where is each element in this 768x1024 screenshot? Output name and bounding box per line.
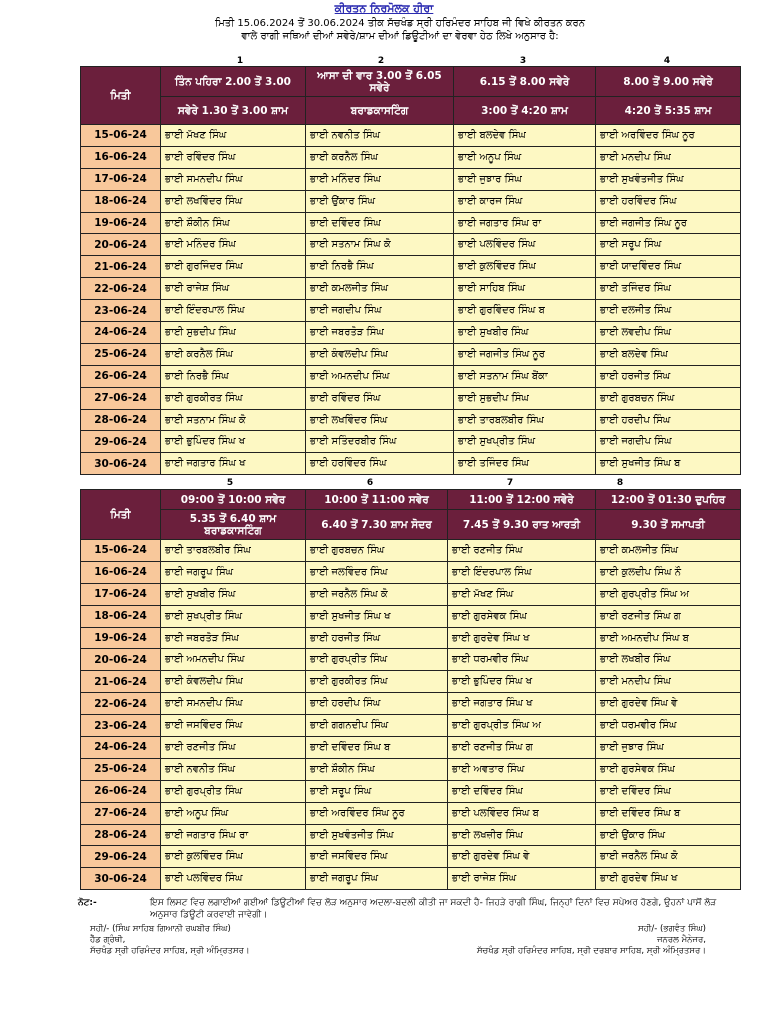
date-cell: 24-06-24 [81, 322, 161, 344]
name-cell: ਭਾਈ ਗੁਰਪ੍ਰੀਤ ਸਿੰਘ [161, 780, 306, 802]
date-cell: 21-06-24 [81, 256, 161, 278]
signature-left-line: ਹੈੱਡ ਗ੍ਰੰਥੀ, [90, 935, 126, 945]
date-cell: 15-06-24 [81, 125, 161, 147]
name-cell: ਭਾਈ ਗੁਰਸੇਵਕ ਸਿੰਘ [596, 758, 741, 780]
name-cell: ਭਾਈ ਅਰਵਿੰਦਰ ਸਿੰਘ ਨੂਰ [306, 802, 448, 824]
name-cell: ਭਾਈ ਜਸਵਿੰਦਰ ਸਿੰਘ [161, 715, 306, 737]
name-cell: ਭਾਈ ਸੁਖਵੰਤਜੀਤ ਸਿੰਘ [306, 824, 448, 846]
table-row [81, 693, 741, 715]
date-cell: 16-06-24 [81, 561, 161, 583]
date-cell: 19-06-24 [81, 627, 161, 649]
name-cell: ਭਾਈ ਲਖਬੀਰ ਸਿੰਘ [596, 649, 741, 671]
name-cell: ਭਾਈ ਗੁਰਪ੍ਰੀਤ ਸਿੰਘ ਅ [448, 715, 596, 737]
name-cell: ਭਾਈ ਹਰਜੀਤ ਸਿੰਘ [596, 365, 741, 387]
name-cell: ਭਾਈ ਪਲਵਿੰਦਰ ਸਿੰਘ ਬ [448, 802, 596, 824]
slot-header: ਬਰਾਡਕਾਸਟਿੰਗ [306, 97, 454, 125]
table-row [81, 212, 741, 234]
signature-left-line: ਸੱਚਖੰਡ ਸ੍ਰੀ ਹਰਿਮੰਦਰ ਸਾਹਿਬ, ਸ੍ਰੀ ਅੰਮ੍ਰਿਤਸਰ। [90, 946, 250, 956]
name-cell: ਭਾਈ ਹਰਵਿੰਦਰ ਸਿੰਘ [596, 190, 741, 212]
table-row [81, 583, 741, 605]
name-cell: ਭਾਈ ਜੁਝਾਰ ਸਿੰਘ [596, 737, 741, 759]
slot-header: 8.00 ਤੋਂ 9.00 ਸਵੇਰੇ [596, 67, 741, 97]
name-cell: ਭਾਈ ਅਮਨਦੀਪ ਸਿੰਘ [161, 649, 306, 671]
table-row [81, 256, 741, 278]
column-number: 7 [506, 478, 514, 488]
name-cell: ਭਾਈ ਸੁਖਵੰਤਜੀਤ ਸਿੰਘ [596, 168, 741, 190]
name-cell: ਭਾਈ ਹਰਦੀਪ ਸਿੰਘ [306, 693, 448, 715]
name-cell: ਭਾਈ ਗੁਰਪ੍ਰੀਤ ਸਿੰਘ [306, 649, 448, 671]
name-cell: ਭਾਈ ਕੁਲਦੀਪ ਸਿੰਘ ਨੌ [596, 561, 741, 583]
table-row [81, 649, 741, 671]
name-cell: ਭਾਈ ਭੁਪਿੰਦਰ ਸਿੰਘ ਖ [161, 431, 306, 453]
name-cell: ਭਾਈ ਅਮਨਦੀਪ ਸਿੰਘ [306, 365, 454, 387]
name-cell: ਭਾਈ ਉਂਕਾਰ ਸਿੰਘ [306, 190, 454, 212]
slot-header: 9.30 ਤੋਂ ਸਮਾਪਤੀ [596, 510, 741, 540]
date-column-header: ਮਿਤੀ [81, 67, 161, 125]
name-cell: ਭਾਈ ਜਗਜੀਤ ਸਿੰਘ ਨੂਰ [454, 343, 596, 365]
date-cell: 28-06-24 [81, 824, 161, 846]
table-row [81, 824, 741, 846]
date-cell: 23-06-24 [81, 715, 161, 737]
name-cell: ਭਾਈ ਸਮਨਦੀਪ ਸਿੰਘ [161, 693, 306, 715]
subtitle-line-1: ਮਿਤੀ 15.06.2024 ਤੋਂ 30.06.2024 ਤੀਕ ਸੱਚਖੰਡ ਸ੍ਰੀ ਹਰਿਮੰਦਰ ਸਾਹਿਬ ਜੀ ਵਿਖੇ ਕੀਰਤਨ ਕਰਨ [215, 18, 585, 29]
name-cell: ਭਾਈ ਦਵਿੰਦਰ ਸਿੰਘ [596, 780, 741, 802]
table-row [81, 868, 741, 890]
name-cell: ਭਾਈ ਲਵਦੀਪ ਸਿੰਘ [596, 322, 741, 344]
note-text: ਇਸ ਲਿਸਟ ਵਿਚ ਲਗਾਈਆਂ ਗਈਆਂ ਡਿਊਟੀਆਂ ਵਿਚ ਲੋੜ ਅਨੁਸਾਰ ਅਦਲਾ-ਬਦਲੀ ਕੀਤੀ ਜਾ ਸਕਦੀ ਹੈ- ਜਿਹੜੇ ਰਾਗੀ ਸਿੰਘ, ਜਿਨ੍ਹਾਂ ਦਿਨਾਂ ਵਿਚ ਸਪੇਅਰ ਹੋਣਗੇ, ਉਹਨਾਂ ਪਾਸੋਂ ਲੋੜ ਅਨੁਸਾਰ ਡਿਊਟੀ ਕਰਵਾਈ ਜਾਵੇਗੀ। [150, 898, 717, 920]
table-row [81, 431, 741, 453]
name-cell: ਭਾਈ ਮਨਦੀਪ ਸਿੰਘ [596, 146, 741, 168]
name-cell: ਭਾਈ ਜਗਤਾਰ ਸਿੰਘ ਖ [448, 693, 596, 715]
signature-right-line: ਸੱਚਖੰਡ ਸ੍ਰੀ ਹਰਿਮੰਦਰ ਸਾਹਿਬ, ਸ੍ਰੀ ਦਰਬਾਰ ਸਾਹਿਬ, ਸ੍ਰੀ ਅੰਮ੍ਰਿਤਸਰ। [476, 946, 706, 956]
name-cell: ਭਾਈ ਗੁਰਵਿੰਦਰ ਸਿੰਘ ਬ [454, 300, 596, 322]
name-cell: ਭਾਈ ਅਮਨਦੀਪ ਸਿੰਘ ਬ [596, 627, 741, 649]
name-cell: ਭਾਈ ਭੁਪਿੰਦਰ ਸਿੰਘ ਖ [448, 671, 596, 693]
slot-header: ਤਿੰਨ ਪਹਿਰਾ 2.00 ਤੋਂ 3.00 [161, 67, 306, 97]
date-cell: 18-06-24 [81, 190, 161, 212]
table-row [81, 365, 741, 387]
slot-header: 10:00 ਤੋਂ 11:00 ਸਵੇਰ [306, 490, 448, 510]
name-cell: ਭਾਈ ਲਖਜ਼ੀਰ ਸਿੰਘ [448, 824, 596, 846]
slot-header: 6.40 ਤੋਂ 7.30 ਸ਼ਾਮ ਸੋਦਰ [306, 510, 448, 540]
slot-header: 6.15 ਤੋਂ 8.00 ਸਵੇਰੇ [454, 67, 596, 97]
name-cell: ਭਾਈ ਸਰੂਪ ਸਿੰਘ [596, 234, 741, 256]
name-cell: ਭਾਈ ਕੁਲਵਿੰਦਰ ਸਿੰਘ [161, 846, 306, 868]
name-cell: ਭਾਈ ਮਨਿੰਦਰ ਸਿੰਘ [161, 234, 306, 256]
name-cell: ਭਾਈ ਕੁਲਵਿੰਦਰ ਸਿੰਘ [454, 256, 596, 278]
name-cell: ਭਾਈ ਅਵਤਾਰ ਸਿੰਘ [448, 758, 596, 780]
name-cell: ਭਾਈ ਨਿਰਭੈ ਸਿੰਘ [306, 256, 454, 278]
table-row [81, 737, 741, 759]
date-cell: 26-06-24 [81, 365, 161, 387]
name-cell: ਭਾਈ ਧਰਮਵੀਰ ਸਿੰਘ [596, 715, 741, 737]
table-row [81, 715, 741, 737]
name-cell: ਭਾਈ ਗਗਨਦੀਪ ਸਿੰਘ [306, 715, 448, 737]
name-cell: ਭਾਈ ਗੁਰਕੀਰਤ ਸਿੰਘ [161, 387, 306, 409]
date-cell: 22-06-24 [81, 278, 161, 300]
name-cell: ਭਾਈ ਹਰਵਿੰਦਰ ਸਿੰਘ [306, 453, 454, 475]
name-cell: ਭਾਈ ਨਵਨੀਤ ਸਿੰਘ [306, 125, 454, 147]
column-number: 2 [377, 56, 385, 66]
slot-header: 3:00 ਤੋਂ 4:20 ਸ਼ਾਮ [454, 97, 596, 125]
table-row [81, 802, 741, 824]
table-row [81, 758, 741, 780]
date-cell: 29-06-24 [81, 846, 161, 868]
date-cell: 28-06-24 [81, 409, 161, 431]
name-cell: ਭਾਈ ਕਾਰਜ ਸਿੰਘ [454, 190, 596, 212]
name-cell: ਭਾਈ ਇੰਦਰਪਾਲ ਸਿੰਘ [161, 300, 306, 322]
name-cell: ਭਾਈ ਪਲਵਿੰਦਰ ਸਿੰਘ [161, 868, 306, 890]
table-row [81, 190, 741, 212]
table-row [81, 343, 741, 365]
column-number: 1 [236, 56, 244, 66]
slot-header: 5.35 ਤੋਂ 6.40 ਸ਼ਾਮ ਬਰਾਡਕਾਸਟਿੰਗ [161, 510, 306, 540]
name-cell: ਭਾਈ ਕਮਲਜੀਤ ਸਿੰਘ [306, 278, 454, 300]
slot-header: ਸਵੇਰੇ 1.30 ਤੋਂ 3.00 ਸ਼ਾਮ [161, 97, 306, 125]
name-cell: ਭਾਈ ਜਗਤਾਰ ਸਿੰਘ ਖ [161, 453, 306, 475]
column-number: 6 [366, 478, 374, 488]
page-title: ਕੀਰਤਨ ਨਿਰਮੋਲਕ ਹੀਰਾ [334, 2, 434, 15]
column-number: 8 [616, 478, 624, 488]
table-row [81, 322, 741, 344]
date-cell: 18-06-24 [81, 605, 161, 627]
name-cell: ਭਾਈ ਜਸਵਿੰਦਰ ਸਿੰਘ [306, 846, 448, 868]
name-cell: ਭਾਈ ਪਲਵਿੰਦਰ ਸਿੰਘ [454, 234, 596, 256]
column-number: 4 [663, 56, 671, 66]
table-row [81, 168, 741, 190]
table-row [81, 780, 741, 802]
slot-header: 12:00 ਤੋਂ 01:30 ਦੁਪਹਿਰ [596, 490, 741, 510]
signature-left [90, 924, 250, 957]
name-cell: ਭਾਈ ਰਵਿੰਦਰ ਸਿੰਘ [306, 387, 454, 409]
name-cell: ਭਾਈ ਜਗਤਾਰ ਸਿੰਘ ਰਾ [454, 212, 596, 234]
name-cell: ਭਾਈ ਕਮਲਜੀਤ ਸਿੰਘ [596, 540, 741, 562]
name-cell: ਭਾਈ ਰਣਜੀਤ ਸਿੰਘ [161, 737, 306, 759]
name-cell: ਭਾਈ ਨਿਰਭੈ ਸਿੰਘ [161, 365, 306, 387]
date-cell: 15-06-24 [81, 540, 161, 562]
signature-right [477, 924, 706, 957]
name-cell: ਭਾਈ ਬਲਦੇਵ ਸਿੰਘ [596, 343, 741, 365]
table-row [81, 453, 741, 475]
name-cell: ਭਾਈ ਜਰਨੈਲ ਸਿੰਘ ਕੋ [306, 583, 448, 605]
date-cell: 27-06-24 [81, 387, 161, 409]
name-cell: ਭਾਈ ਰਣਜੀਤ ਸਿੰਘ ਗ [596, 605, 741, 627]
name-cell: ਭਾਈ ਸਤਨਾਮ ਸਿੰਘ ਬੋਂਕਾ [454, 365, 596, 387]
date-cell: 17-06-24 [81, 168, 161, 190]
signature-right-line: ਸਹੀ/- (ਭਗਵੰਤ ਸਿੰਘ) [637, 924, 706, 934]
name-cell: ਭਾਈ ਸਾਹਿਬ ਸਿੰਘ [454, 278, 596, 300]
name-cell: ਭਾਈ ਕੰਵਲਦੀਪ ਸਿੰਘ [306, 343, 454, 365]
name-cell: ਭਾਈ ਗੁਰਦੇਵ ਸਿੰਘ ਵੇ [596, 693, 741, 715]
name-cell: ਭਾਈ ਯਾਦਵਿੰਦਰ ਸਿੰਘ [596, 256, 741, 278]
name-cell: ਭਾਈ ਸ਼ੌਕੀਨ ਸਿੰਘ [161, 212, 306, 234]
slot-header: 4:20 ਤੋਂ 5:35 ਸ਼ਾਮ [596, 97, 741, 125]
date-cell: 30-06-24 [81, 868, 161, 890]
name-cell: ਭਾਈ ਸਰੂਪ ਸਿੰਘ [306, 780, 448, 802]
date-cell: 27-06-24 [81, 802, 161, 824]
name-cell: ਭਾਈ ਤਜਿੰਦਰ ਸਿੰਘ [454, 453, 596, 475]
name-cell: ਭਾਈ ਜਰਨੈਲ ਸਿੰਘ ਕੋ [596, 846, 741, 868]
table-row [81, 409, 741, 431]
date-cell: 24-06-24 [81, 737, 161, 759]
name-cell: ਭਾਈ ਜਬਰਤੋੜ ਸਿੰਘ [161, 627, 306, 649]
subtitle-line-2: ਵਾਲੇ ਰਾਗੀ ਜਥਿਆਂ ਦੀਆਂ ਸਵੇਰੇ/ਸ਼ਾਮ ਦੀਆਂ ਡਿਊਟੀਆਂ ਦਾ ਵੇਰਵਾ ਹੇਠ ਲਿਖੇ ਅਨੁਸਾਰ ਹੈ: [241, 31, 559, 42]
name-cell: ਭਾਈ ਸੁਖਬੀਰ ਸਿੰਘ [454, 322, 596, 344]
date-cell: 20-06-24 [81, 234, 161, 256]
name-cell: ਭਾਈ ਸੁਭਦੀਪ ਸਿੰਘ [454, 387, 596, 409]
name-cell: ਭਾਈ ਮੱਖਣ ਸਿੰਘ [161, 125, 306, 147]
name-cell: ਭਾਈ ਹਰਦੀਪ ਸਿੰਘ [596, 409, 741, 431]
date-cell: 23-06-24 [81, 300, 161, 322]
column-number: 5 [226, 478, 234, 488]
name-cell: ਭਾਈ ਅਰਵਿੰਦਰ ਸਿੰਘ ਨੂਰ [596, 125, 741, 147]
date-column-header: ਮਿਤੀ [81, 490, 161, 540]
slot-header: 7.45 ਤੋਂ 9.30 ਰਾਤ ਆਰਤੀ [448, 510, 596, 540]
name-cell: ਭਾਈ ਸਤਨਾਮ ਸਿੰਘ ਕੋ [306, 234, 454, 256]
name-cell: ਭਾਈ ਬਲਦੇਵ ਸਿੰਘ [454, 125, 596, 147]
name-cell: ਭਾਈ ਹਰਜੀਤ ਸਿੰਘ [306, 627, 448, 649]
name-cell: ਭਾਈ ਮਨਿੰਦਰ ਸਿੰਘ [306, 168, 454, 190]
slot-header: 09:00 ਤੋਂ 10:00 ਸਵੇਰ [161, 490, 306, 510]
name-cell: ਭਾਈ ਸੁਖਪ੍ਰੀਤ ਸਿੰਘ [161, 605, 306, 627]
date-cell: 26-06-24 [81, 780, 161, 802]
name-cell: ਭਾਈ ਦਵਿੰਦਰ ਸਿੰਘ [448, 780, 596, 802]
name-cell: ਭਾਈ ਲਖਵਿੰਦਰ ਸਿੰਘ [161, 190, 306, 212]
table-row [81, 540, 741, 562]
table-row [81, 125, 741, 147]
name-cell: ਭਾਈ ਰਣਜੀਤ ਸਿੰਘ ਗ [448, 737, 596, 759]
date-cell: 22-06-24 [81, 693, 161, 715]
name-cell: ਭਾਈ ਸੁਖਜੀਤ ਸਿੰਘ ਬ [596, 453, 741, 475]
table-row [81, 627, 741, 649]
name-cell: ਭਾਈ ਸੁਭਦੀਪ ਸਿੰਘ [161, 322, 306, 344]
name-cell: ਭਾਈ ਜਗਰੂਪ ਸਿੰਘ [161, 561, 306, 583]
name-cell: ਭਾਈ ਸਮਨਦੀਪ ਸਿੰਘ [161, 168, 306, 190]
name-cell: ਭਾਈ ਅਨੂਪ ਸਿੰਘ [454, 146, 596, 168]
schedule-table-2 [80, 489, 741, 890]
note-label: ਨੋਟ:- [78, 898, 97, 908]
name-cell: ਭਾਈ ਦਲਜੀਤ ਸਿੰਘ [596, 300, 741, 322]
name-cell: ਭਾਈ ਦਵਿੰਦਰ ਸਿੰਘ [306, 212, 454, 234]
name-cell: ਭਾਈ ਮੱਖਣ ਸਿੰਘ [448, 583, 596, 605]
name-cell: ਭਾਈ ਮਨਦੀਪ ਸਿੰਘ [596, 671, 741, 693]
date-cell: 30-06-24 [81, 453, 161, 475]
name-cell: ਭਾਈ ਦਵਿੰਦਰ ਸਿੰਘ ਬ [306, 737, 448, 759]
name-cell: ਭਾਈ ਜਗਦੀਪ ਸਿੰਘ [596, 431, 741, 453]
name-cell: ਭਾਈ ਕਰਨੈਲ ਸਿੰਘ [161, 343, 306, 365]
name-cell: ਭਾਈ ਗੁਰਕੀਰਤ ਸਿੰਘ [306, 671, 448, 693]
name-cell: ਭਾਈ ਇੰਦਰਪਾਲ ਸਿੰਘ [448, 561, 596, 583]
name-cell: ਭਾਈ ਕੰਵਲਦੀਪ ਸਿੰਘ [161, 671, 306, 693]
date-cell: 16-06-24 [81, 146, 161, 168]
name-cell: ਭਾਈ ਗੁਰਦੇਵ ਸਿੰਘ ਵੇ [448, 846, 596, 868]
name-cell: ਭਾਈ ਗੁਰਬਚਨ ਸਿੰਘ [306, 540, 448, 562]
table-row [81, 561, 741, 583]
name-cell: ਭਾਈ ਗੁਰਸੇਵਕ ਸਿੰਘ [448, 605, 596, 627]
name-cell: ਭਾਈ ਗੁਰਦੇਵ ਸਿੰਘ ਖ [596, 868, 741, 890]
name-cell: ਭਾਈ ਰਾਜੇਸ਼ ਸਿੰਘ [448, 868, 596, 890]
name-cell: ਭਾਈ ਸੁਖਪ੍ਰੀਤ ਸਿੰਘ [454, 431, 596, 453]
name-cell: ਭਾਈ ਉਂਕਾਰ ਸਿੰਘ [596, 824, 741, 846]
name-cell: ਭਾਈ ਧਰਮਵੀਰ ਸਿੰਘ [448, 649, 596, 671]
name-cell: ਭਾਈ ਜਗਜੀਤ ਸਿੰਘ ਨੂਰ [596, 212, 741, 234]
name-cell: ਭਾਈ ਸ਼ੌਕੀਨ ਸਿੰਘ [306, 758, 448, 780]
date-cell: 19-06-24 [81, 212, 161, 234]
name-cell: ਭਾਈ ਗੁਰਜਿੰਦਰ ਸਿੰਘ [161, 256, 306, 278]
name-cell: ਭਾਈ ਜਗਤਾਰ ਸਿੰਘ ਰਾ [161, 824, 306, 846]
name-cell: ਭਾਈ ਨਵਨੀਤ ਸਿੰਘ [161, 758, 306, 780]
signature-right-line: ਜਨਰਲ ਮੈਨੇਜਰ, [656, 935, 706, 945]
table-row [81, 146, 741, 168]
name-cell: ਭਾਈ ਗੁਰਬਚਨ ਸਿੰਘ [596, 387, 741, 409]
name-cell: ਭਾਈ ਸੁਖਬੀਰ ਸਿੰਘ [161, 583, 306, 605]
date-cell: 25-06-24 [81, 758, 161, 780]
name-cell: ਭਾਈ ਲਖਵਿੰਦਰ ਸਿੰਘ [306, 409, 454, 431]
name-cell: ਭਾਈ ਗੁਰਦੇਵ ਸਿੰਘ ਖ [448, 627, 596, 649]
name-cell: ਭਾਈ ਸੁਖਜੀਤ ਸਿੰਘ ਖ [306, 605, 448, 627]
table-row [81, 278, 741, 300]
date-cell: 25-06-24 [81, 343, 161, 365]
schedule-table-1 [80, 66, 741, 475]
name-cell: ਭਾਈ ਜੁਝਾਰ ਸਿੰਘ [454, 168, 596, 190]
date-cell: 20-06-24 [81, 649, 161, 671]
name-cell: ਭਾਈ ਤਾਰਬਲਬੀਰ ਸਿੰਘ [454, 409, 596, 431]
name-cell: ਭਾਈ ਅਨੂਪ ਸਿੰਘ [161, 802, 306, 824]
table-row [81, 671, 741, 693]
table-row [81, 387, 741, 409]
table-row [81, 605, 741, 627]
slot-header: 11:00 ਤੋਂ 12:00 ਸਵੇਰੇ [448, 490, 596, 510]
name-cell: ਭਾਈ ਕਰਨੈਲ ਸਿੰਘ [306, 146, 454, 168]
table-row [81, 846, 741, 868]
name-cell: ਭਾਈ ਸਤਨਾਮ ਸਿੰਘ ਕੋ [161, 409, 306, 431]
name-cell: ਭਾਈ ਦਵਿੰਦਰ ਸਿੰਘ ਬ [596, 802, 741, 824]
name-cell: ਭਾਈ ਜਬਰਤੋੜ ਸਿੰਘ [306, 322, 454, 344]
name-cell: ਭਾਈ ਰਵਿੰਦਰ ਸਿੰਘ [161, 146, 306, 168]
name-cell: ਭਾਈ ਰਣਜੀਤ ਸਿੰਘ [448, 540, 596, 562]
date-cell: 29-06-24 [81, 431, 161, 453]
name-cell: ਭਾਈ ਗੁਰਪ੍ਰੀਤ ਸਿੰਘ ਅ [596, 583, 741, 605]
signature-left-line: ਸਹੀ/- (ਸਿੰਘ ਸਾਹਿਬ ਗਿਆਨੀ ਰਘਬੀਰ ਸਿੰਘ) [90, 924, 231, 934]
date-cell: 21-06-24 [81, 671, 161, 693]
name-cell: ਭਾਈ ਸਤਿੰਦਰਬੀਰ ਸਿੰਘ [306, 431, 454, 453]
table-row [81, 234, 741, 256]
table-row [81, 300, 741, 322]
name-cell: ਭਾਈ ਰਾਜੇਸ਼ ਸਿੰਘ [161, 278, 306, 300]
column-number: 3 [519, 56, 527, 66]
name-cell: ਭਾਈ ਤਜਿੰਦਰ ਸਿੰਘ [596, 278, 741, 300]
name-cell: ਭਾਈ ਜਲਵਿੰਦਰ ਸਿੰਘ [306, 561, 448, 583]
name-cell: ਭਾਈ ਜਗਰੂਪ ਸਿੰਘ [306, 868, 448, 890]
slot-header: ਆਸਾ ਦੀ ਵਾਰ 3.00 ਤੋਂ 6.05 ਸਵੇਰੇ [306, 67, 454, 97]
name-cell: ਭਾਈ ਜਗਦੀਪ ਸਿੰਘ [306, 300, 454, 322]
date-cell: 17-06-24 [81, 583, 161, 605]
name-cell: ਭਾਈ ਤਾਰਬਲਬੀਰ ਸਿੰਘ [161, 540, 306, 562]
